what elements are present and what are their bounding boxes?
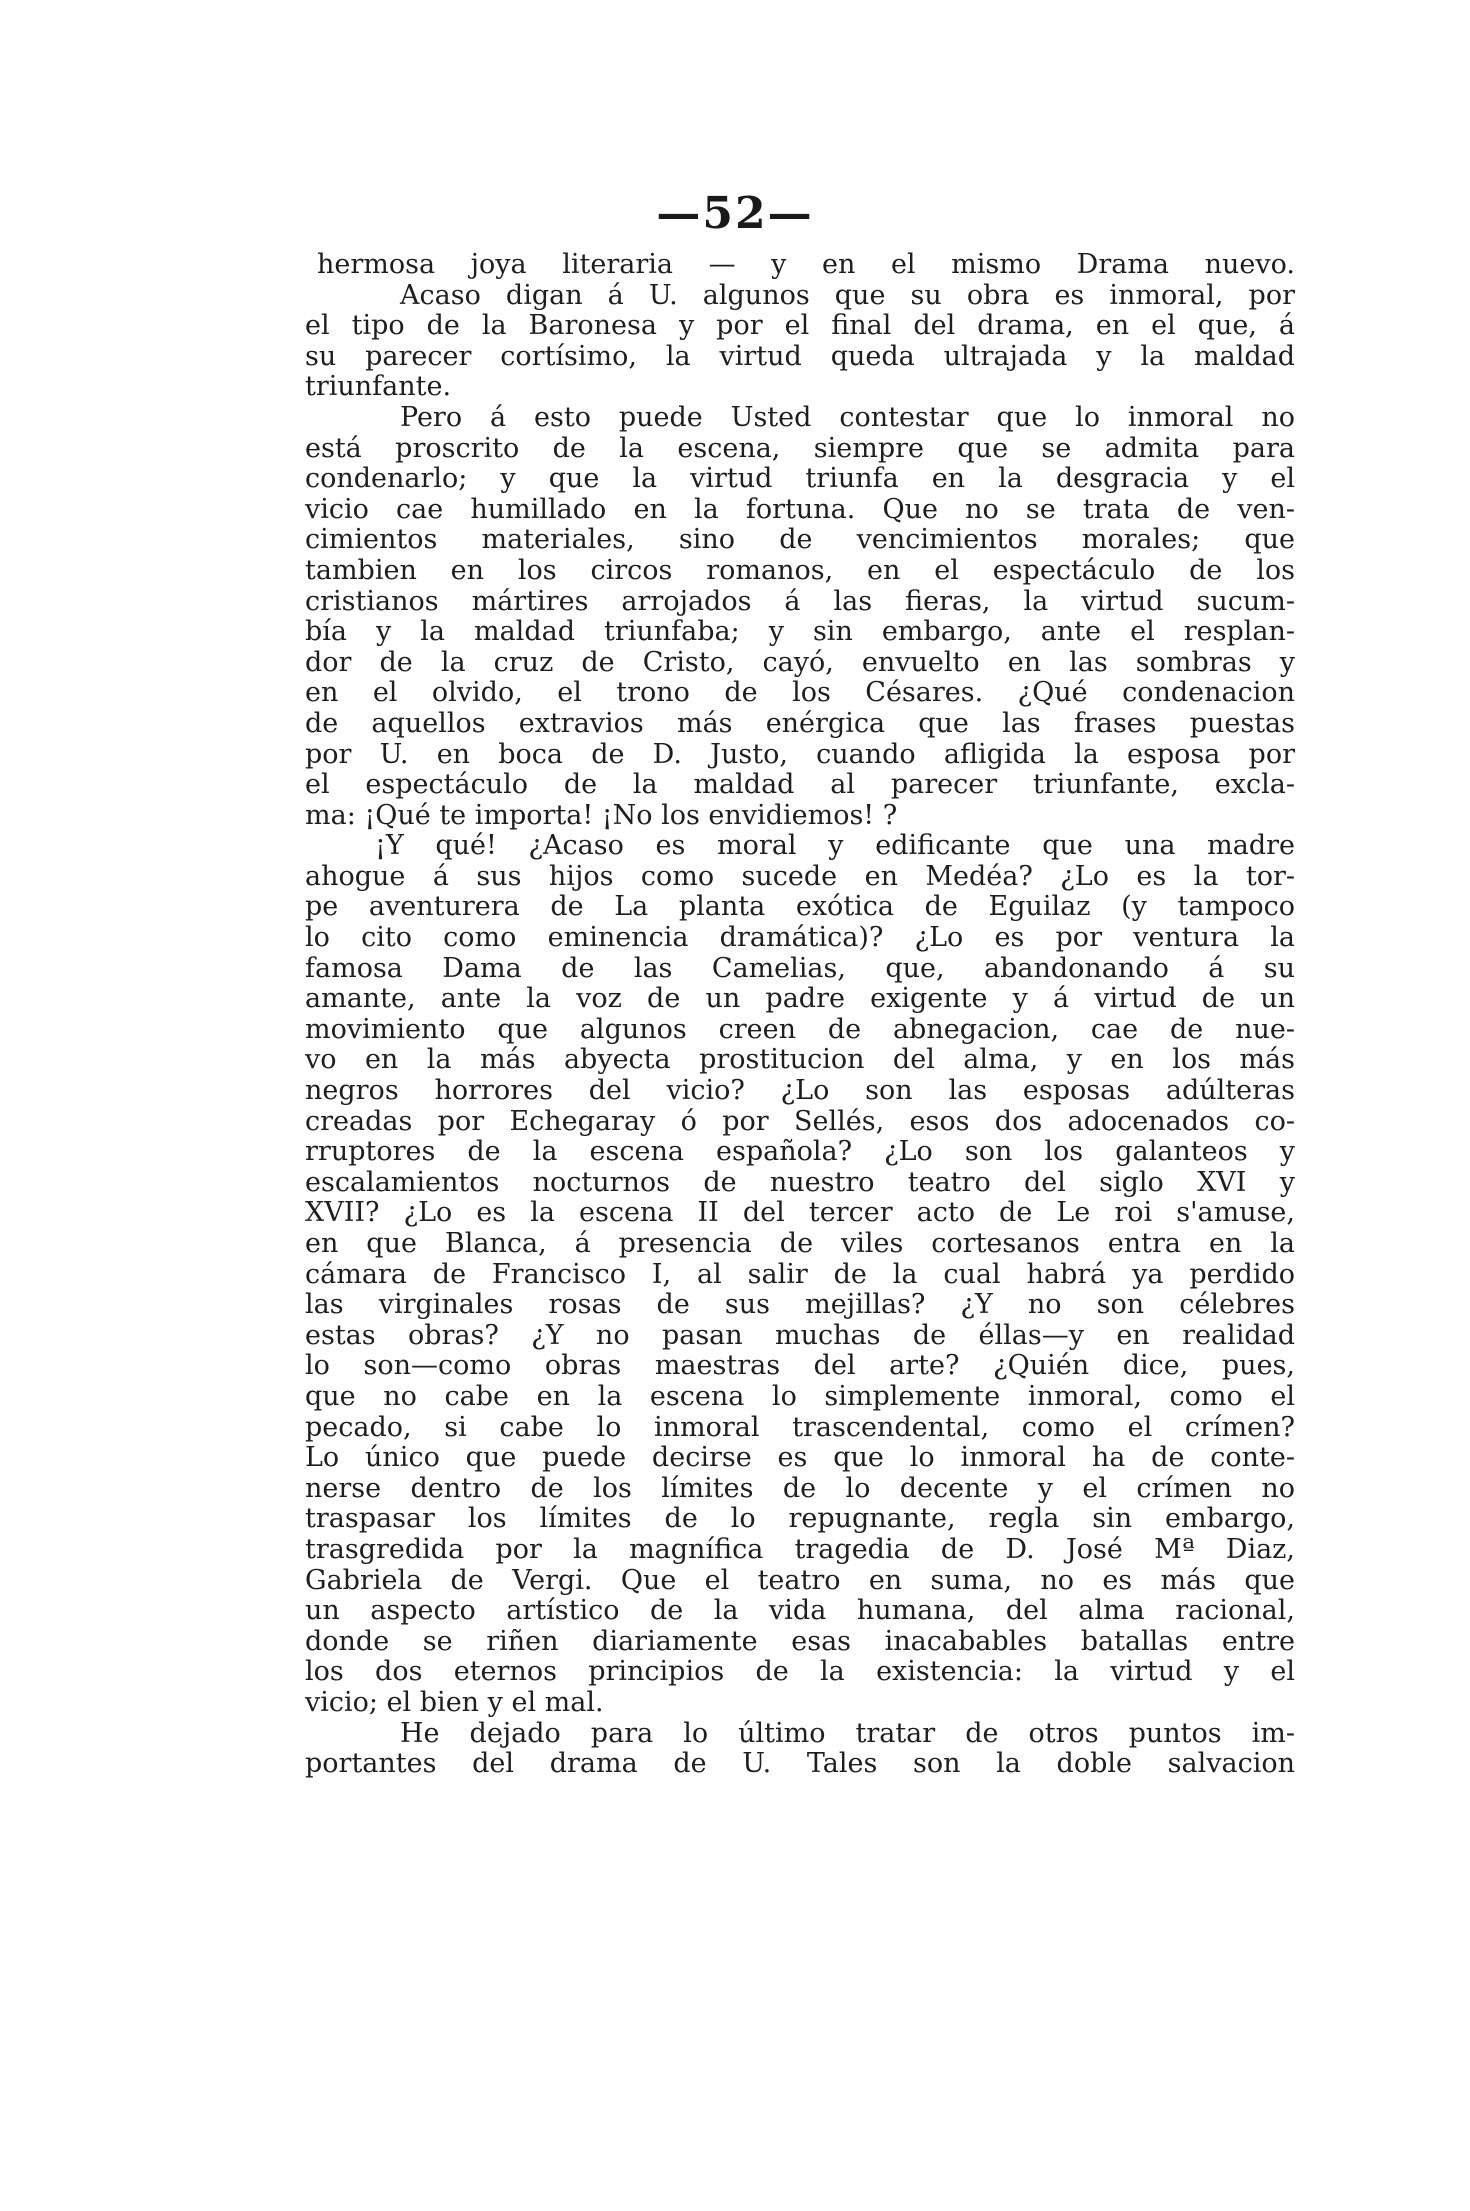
- text-line: trasgredida por la magnífica tragedia de D. José Mª Diaz,: [305, 1533, 1295, 1565]
- text-line: donde se riñen diariamente esas inacabables batallas entre: [305, 1625, 1295, 1657]
- text-line: Acaso digan á U. algunos que su obra es inmoral, por: [400, 279, 1295, 311]
- text-line: que no cabe en la escena lo simplemente inmoral, como el: [305, 1380, 1295, 1412]
- text-line: lo son—como obras maestras del arte? ¿Quién dice, pues,: [305, 1350, 1295, 1382]
- text-line: portantes del drama de U. Tales son la doble salvacion: [305, 1748, 1295, 1780]
- text-line: bía y la maldad triunfaba; y sin embargo, ante el resplan-: [305, 616, 1295, 648]
- text-line: cristianos mártires arrojados á las fieras, la virtud sucum-: [305, 585, 1295, 617]
- text-line: vicio; el bien y el mal.: [305, 1686, 604, 1718]
- text-line: condenarlo; y que la virtud triunfa en la desgracia y el: [305, 463, 1295, 495]
- text-line: lo cito como eminencia dramática)? ¿Lo es por ventura la: [305, 922, 1295, 954]
- text-line: estas obras? ¿Y no pasan muchas de éllas—y en realidad: [305, 1319, 1295, 1351]
- page-number: —52—: [656, 188, 814, 239]
- text-line: famosa Dama de las Camelias, que, abandonando á su: [305, 952, 1295, 984]
- text-line: ¡Y qué! ¿Acaso es moral y edificante que una madre: [375, 830, 1295, 862]
- text-line: dor de la cruz de Cristo, cayó, envuelto en las sombras y: [305, 646, 1295, 678]
- text-line: movimiento que algunos creen de abnegacion, cae de nue-: [305, 1013, 1295, 1045]
- text-line: amante, ante la voz de un padre exigente y á virtud de un: [305, 983, 1295, 1015]
- text-line: pe aventurera de La planta exótica de Eguilaz (y tampoco: [305, 891, 1295, 923]
- text-line: negros horrores del vicio? ¿Lo son las esposas adúlteras: [305, 1075, 1295, 1107]
- text-line: ma: ¡Qué te importa! ¡No los envidiemos! ?: [305, 799, 898, 831]
- text-line: vo en la más abyecta prostitucion del alma, y en los más: [305, 1044, 1295, 1076]
- text-line: hermosa joya literaria — y en el mismo Drama nuevo.: [317, 249, 1295, 280]
- text-line: Lo único que puede decirse es que lo inmoral ha de conte-: [305, 1442, 1295, 1474]
- text-line: los dos eternos principios de la existencia: la virtud y el: [305, 1656, 1295, 1688]
- text-line: por U. en boca de D. Justo, cuando afligida la esposa por: [305, 738, 1295, 770]
- text-line: en el olvido, el trono de los Césares. ¿Qué condenacion: [305, 677, 1295, 709]
- text-line: el espectáculo de la maldad al parecer triunfante, excla-: [305, 769, 1295, 801]
- text-line: XVII? ¿Lo es la escena II del tercer acto de Le roi s'amuse,: [305, 1197, 1295, 1229]
- text-line: creadas por Echegaray ó por Sellés, esos dos adocenados co-: [305, 1105, 1295, 1137]
- text-line: las virginales rosas de sus mejillas? ¿Y no son célebres: [305, 1289, 1295, 1321]
- text-line: traspasar los límites de lo repugnante, regla sin embargo,: [305, 1503, 1295, 1535]
- text-line: escalamientos nocturnos de nuestro teatro del siglo XVI y: [305, 1166, 1295, 1198]
- text-line: nerse dentro de los límites de lo decente y el crímen no: [305, 1472, 1295, 1504]
- body-text: [305, 250, 1295, 1780]
- text-line: Pero á esto puede Usted contestar que lo inmoral no: [400, 401, 1295, 433]
- text-line: rruptores de la escena española? ¿Lo son los galanteos y: [305, 1136, 1295, 1168]
- text-line: el tipo de la Baronesa y por el final del drama, en el que, á: [305, 310, 1295, 342]
- text-line: en que Blanca, á presencia de viles cortesanos entra en la: [305, 1228, 1295, 1259]
- text-line: ahogue á sus hijos como sucede en Medéa? ¿Lo es la tor-: [305, 860, 1295, 892]
- text-line: tambien en los circos romanos, en el espectáculo de los: [305, 554, 1295, 586]
- text-line: está proscrito de la escena, siempre que se admita para: [305, 432, 1295, 464]
- text-line: pecado, si cabe lo inmoral trascendental, como el crímen?: [305, 1411, 1295, 1443]
- text-line: vicio cae humillado en la fortuna. Que no se trata de ven-: [305, 493, 1295, 525]
- text-line: un aspecto artístico de la vida humana, del alma racional,: [305, 1595, 1295, 1627]
- text-line: He dejado para lo último tratar de otros puntos im-: [400, 1717, 1295, 1749]
- text-line: de aquellos extravios más enérgica que las frases puestas: [305, 707, 1295, 739]
- text-line: su parecer cortísimo, la virtud queda ultrajada y la maldad: [305, 340, 1295, 372]
- text-line: cámara de Francisco I, al salir de la cual habrá ya perdido: [305, 1258, 1295, 1290]
- text-line: cimientos materiales, sino de vencimientos morales; que: [305, 524, 1295, 556]
- text-line: Gabriela de Vergi. Que el teatro en suma, no es más que: [305, 1564, 1295, 1596]
- text-line: triunfante.: [305, 371, 452, 403]
